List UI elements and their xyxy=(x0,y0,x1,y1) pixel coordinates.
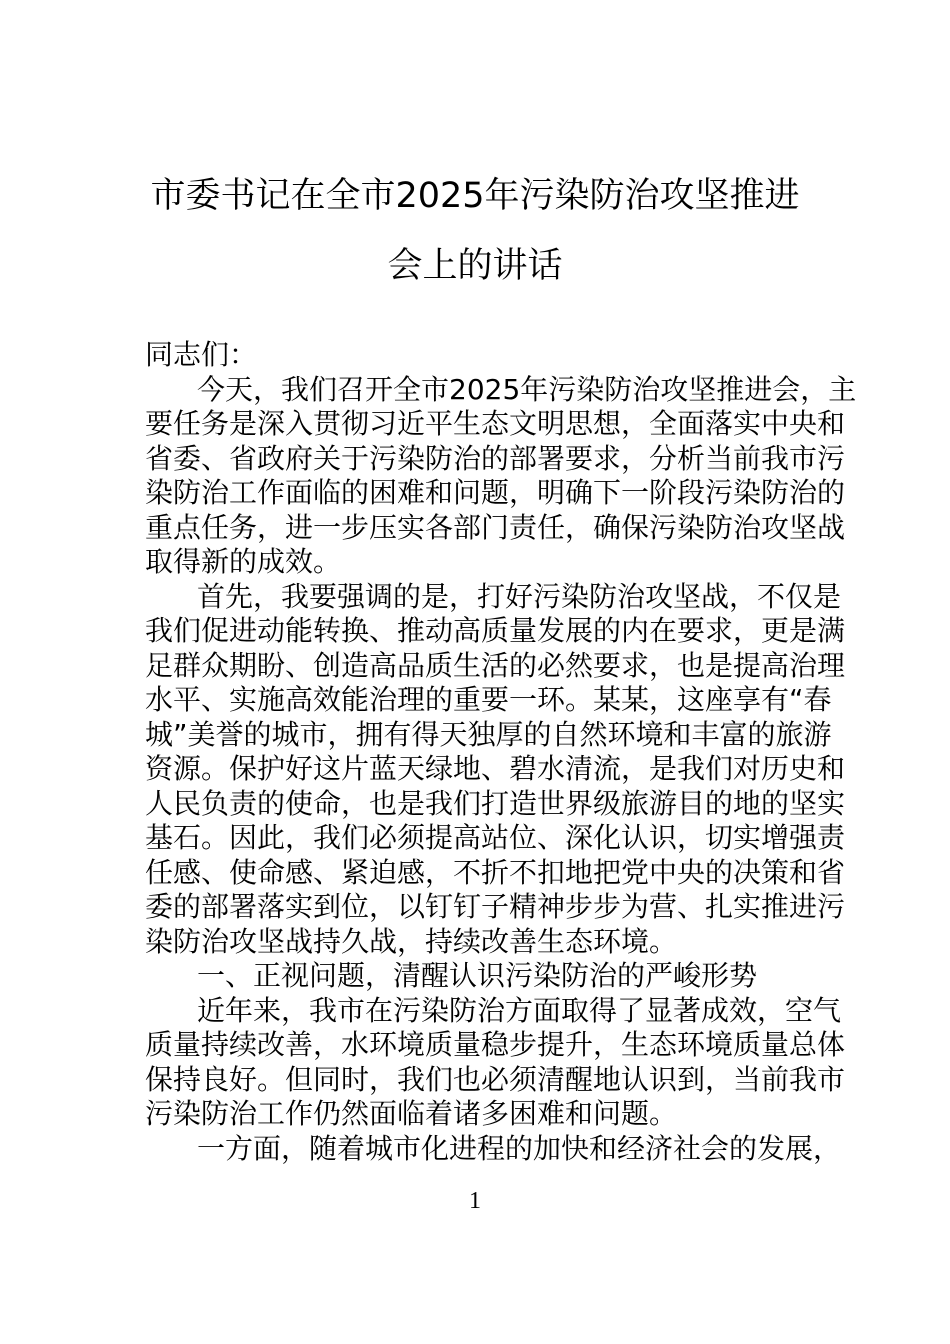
paragraph-line: 染防治攻坚战持久战，持续改善生态环境。 xyxy=(145,924,678,958)
paragraph-line: 资源。保护好这片蓝天绿地、碧水清流，是我们对历史和 xyxy=(145,752,846,785)
paragraph-line: 水平、实施高效能治理的重要一环。某某，这座享有“春 xyxy=(145,683,832,716)
paragraph-line: 近年来，我市在污染防治方面取得了显著成效，空气 xyxy=(197,993,842,1027)
paragraph-line: 今天，我们召开全市2025年污染防治攻坚推进会，主 xyxy=(197,372,857,406)
paragraph-line: 首先，我要强调的是，打好污染防治攻坚战，不仅是 xyxy=(197,579,842,613)
paragraph-line: 任感、使命感、紧迫感，不折不扣地把党中央的决策和省 xyxy=(145,855,846,889)
paragraph-line: 取得新的成效。 xyxy=(145,545,342,578)
page-number: 1 xyxy=(469,1188,481,1214)
paragraph-line: 我们促进动能转换、推动高质量发展的内在要求，更是满 xyxy=(145,614,846,647)
paragraph-line: 委的部署落实到位，以钉钉子精神步步为营、扎实推进污 xyxy=(145,890,846,923)
paragraph-line: 一方面，随着城市化进程的加快和经济社会的发展， xyxy=(197,1131,842,1165)
title-line: 会上的讲话 xyxy=(387,246,563,286)
paragraph-line: 基石。因此，我们必须提高站位、深化认识，切实增强责 xyxy=(145,821,846,854)
document-body xyxy=(145,338,857,1166)
paragraph-line: 足群众期盼、创造高品质生活的必然要求，也是提高治理 xyxy=(145,648,846,682)
paragraph-line: 染防治工作面临的困难和问题，明确下一阶段污染防治的 xyxy=(145,476,846,509)
salutation: 同志们： xyxy=(145,338,258,371)
paragraph-line: 重点任务，进一步压实各部门责任，确保污染防治攻坚战 xyxy=(145,510,846,544)
paragraph-line: 省委、省政府关于污染防治的部署要求，分析当前我市污 xyxy=(145,441,846,475)
paragraph-line: 人民负责的使命，也是我们打造世界级旅游目的地的坚实 xyxy=(145,786,846,820)
title-line: 市委书记在全市2025年污染防治攻坚推进 xyxy=(150,176,800,216)
paragraph-line: 保持良好。但同时，我们也必须清醒地认识到，当前我市 xyxy=(145,1062,846,1096)
document-title xyxy=(0,161,950,301)
paragraph-line: 要任务是深入贯彻习近平生态文明思想，全面落实中央和 xyxy=(145,407,846,440)
paragraph-line: 城”美誉的城市，拥有得天独厚的自然环境和丰富的旅游 xyxy=(145,717,832,751)
paragraph-line: 污染防治工作仍然面临着诸多困难和问题。 xyxy=(145,1097,678,1130)
paragraph-line: 质量持续改善，水环境质量稳步提升，生态环境质量总体 xyxy=(145,1028,846,1061)
section-heading: 一、正视问题，清醒认识污染防治的严峻形势 xyxy=(197,959,758,992)
